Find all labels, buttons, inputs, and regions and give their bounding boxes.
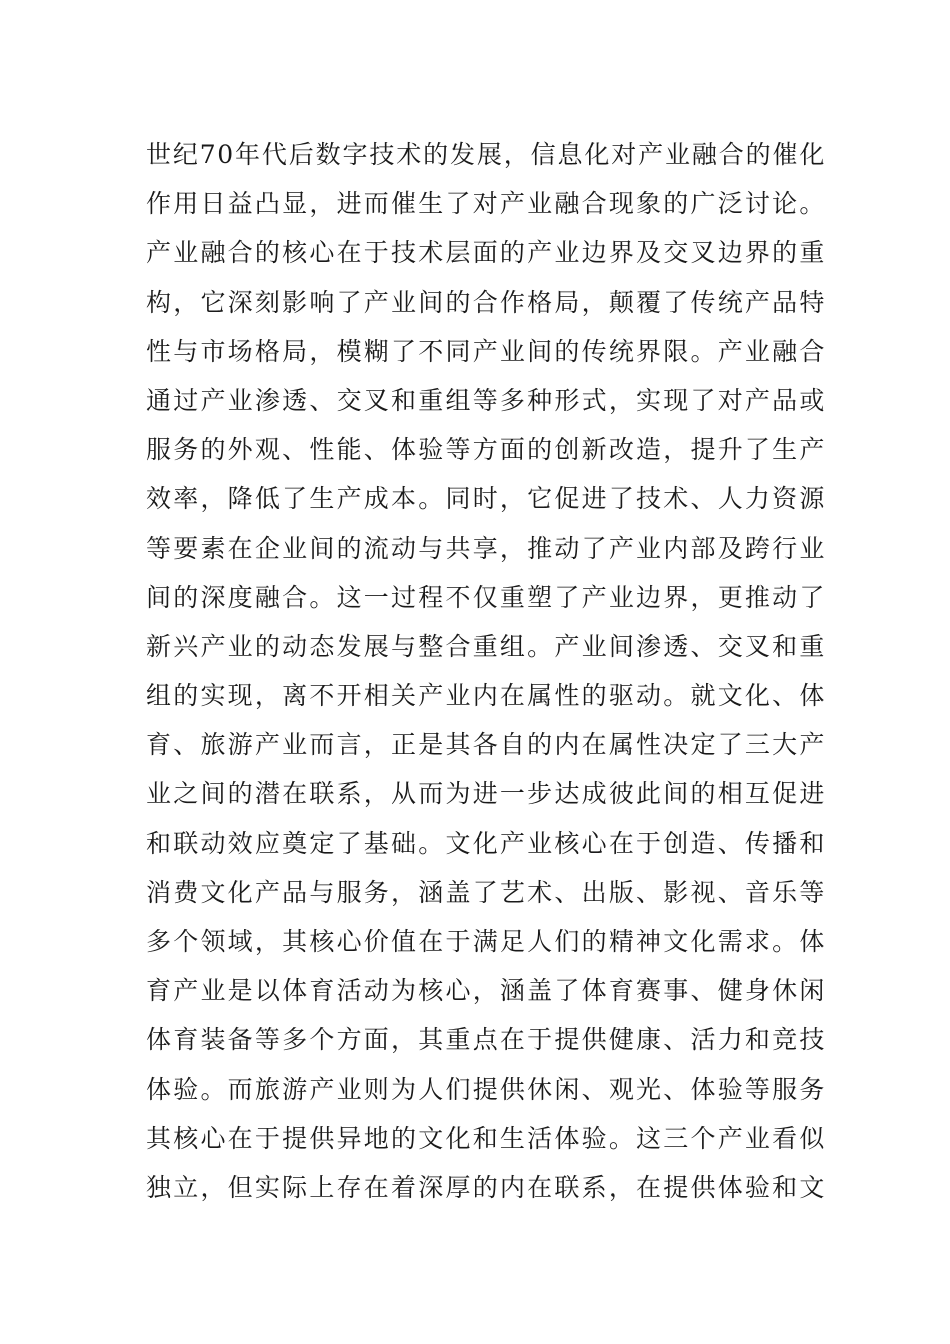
- text-line: 体验。而旅游产业则为人们提供休闲、观光、体验等服务: [146, 1074, 826, 1104]
- text-line: 通过产业渗透、交叉和重组等多种形式，实现了对产品或: [146, 385, 826, 415]
- text-line: 效率，降低了生产成本。同时，它促进了技术、人力资源: [146, 484, 826, 514]
- text-line: 世纪70年代后数字技术的发展，信息化对产业融合的催化: [146, 140, 826, 169]
- text-line: 业之间的潜在联系，从而为进一步达成彼此间的相互促进: [146, 779, 826, 809]
- text-line: 组的实现，离不开相关产业内在属性的驱动。就文化、体: [146, 681, 826, 711]
- text-line: 育产业是以体育活动为核心，涵盖了体育赛事、健身休闲: [146, 976, 826, 1006]
- text-line: 构，它深刻影响了产业间的合作格局，颠覆了传统产品特: [146, 287, 826, 317]
- body-paragraph: [146, 130, 826, 1212]
- text-line: 多个领域，其核心价值在于满足人们的精神文化需求。体: [146, 927, 826, 956]
- text-line: 和联动效应奠定了基础。文化产业核心在于创造、传播和: [146, 828, 826, 858]
- text-line: 服务的外观、性能、体验等方面的创新改造，提升了生产: [146, 435, 826, 465]
- text-line: 等要素在企业间的流动与共享，推动了产业内部及跨行业: [146, 533, 826, 563]
- text-line: 育、旅游产业而言，正是其各自的内在属性决定了三大产: [146, 730, 826, 760]
- text-line: 体育装备等多个方面，其重点在于提供健康、活力和竞技: [146, 1025, 826, 1055]
- text-line: 其核心在于提供异地的文化和生活体验。这三个产业看似: [146, 1123, 826, 1153]
- text-line: 独立，但实际上存在着深厚的内在联系，在提供体验和文: [146, 1172, 826, 1202]
- text-line: 产业融合的核心在于技术层面的产业边界及交叉边界的重: [146, 238, 826, 268]
- text-line: 作用日益凸显，进而催生了对产业融合现象的广泛讨论。: [146, 189, 826, 219]
- text-line: 性与市场格局，模糊了不同产业间的传统界限。产业融合: [146, 336, 826, 366]
- text-line: 间的深度融合。这一过程不仅重塑了产业边界，更推动了: [146, 582, 826, 612]
- text-line: 消费文化产品与服务，涵盖了艺术、出版、影视、音乐等: [146, 877, 826, 907]
- text-line: 新兴产业的动态发展与整合重组。产业间渗透、交叉和重: [146, 631, 826, 661]
